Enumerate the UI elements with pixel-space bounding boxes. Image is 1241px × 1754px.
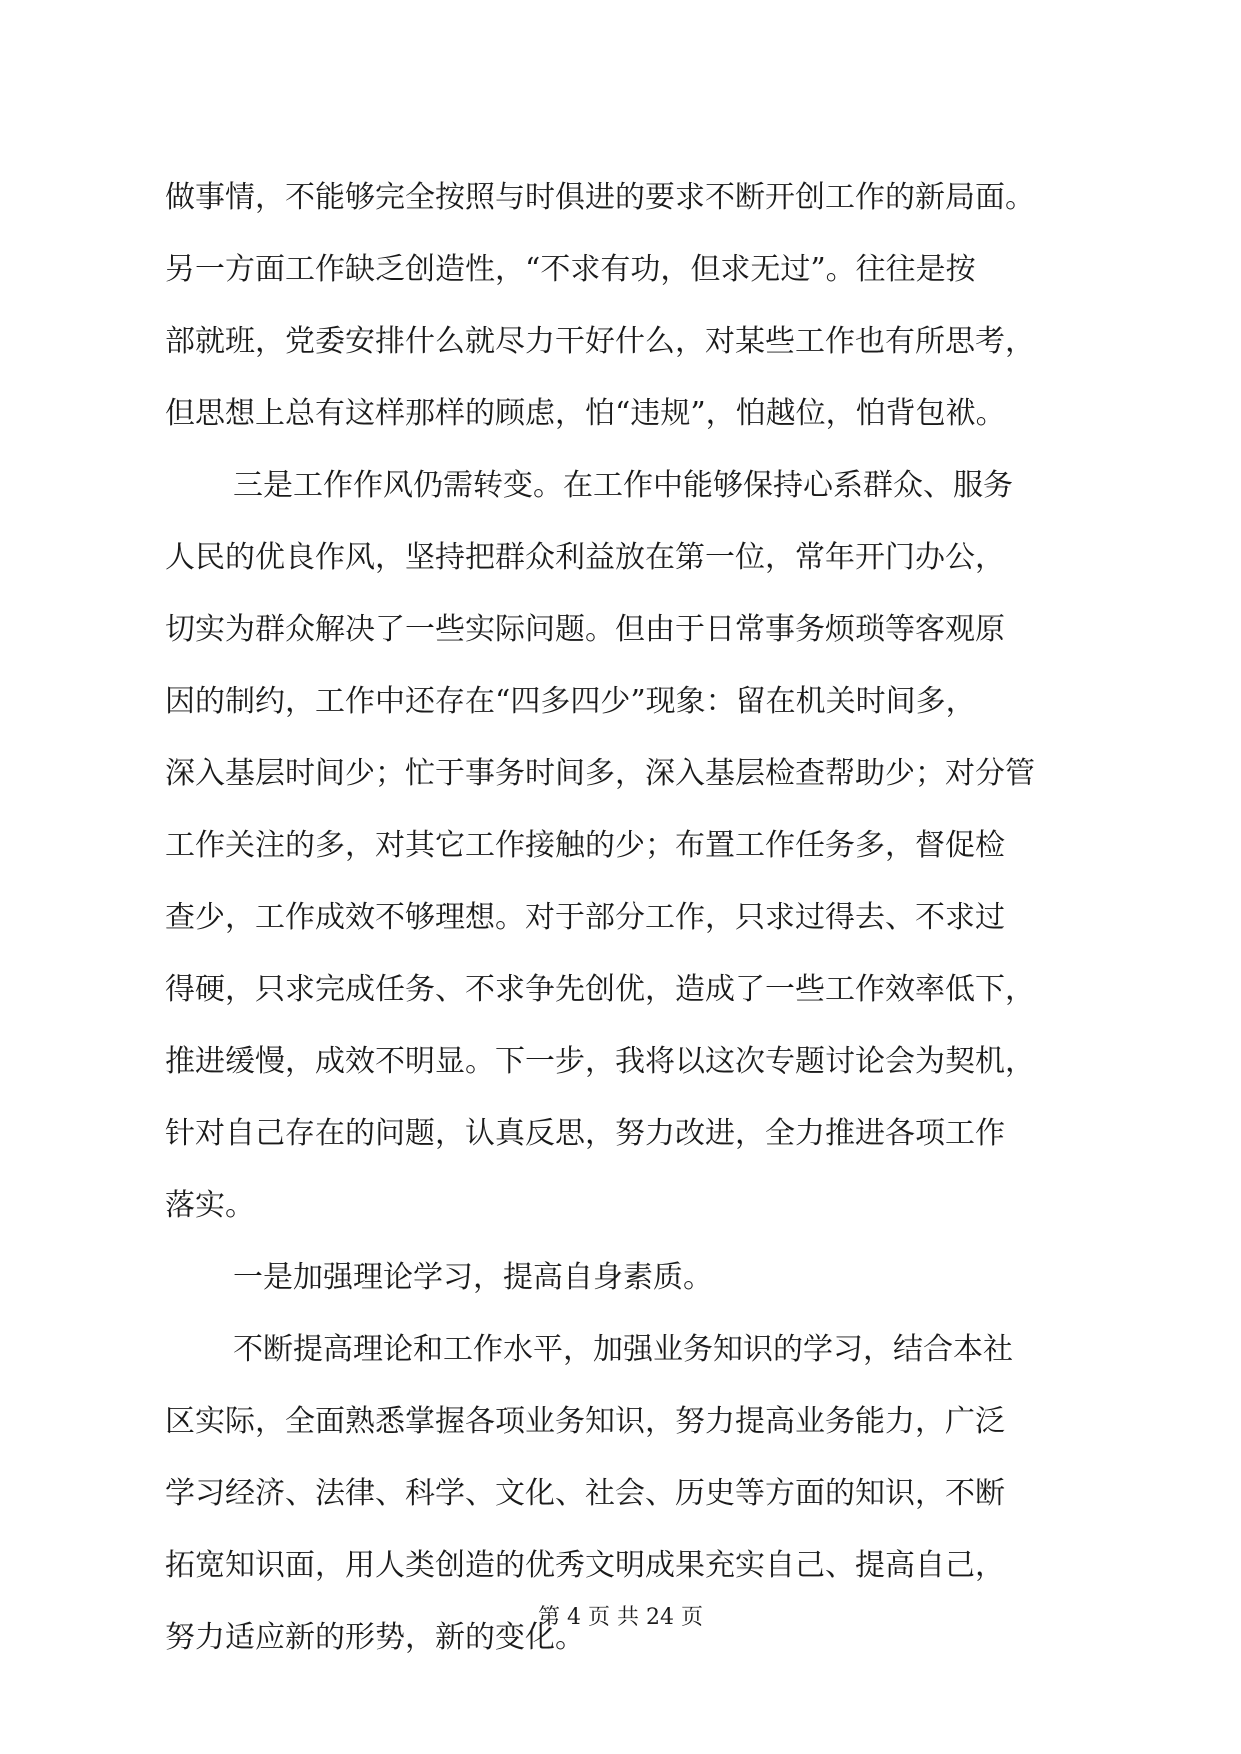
text-line: 拓宽知识面，用人类创造的优秀文明成果充实自己、提高自己，	[165, 1548, 1005, 1583]
text-line: 学习经济、法律、科学、文化、社会、历史等方面的知识，不断	[165, 1476, 1005, 1511]
paragraph-start-line: 三是工作作风仍需转变。在工作中能够保持心系群众、服务	[233, 468, 1013, 503]
text-line: 工作关注的多，对其它工作接触的少；布置工作任务多，督促检	[165, 828, 1005, 863]
page-number-footer: 第 4 页 共 24 页	[538, 1605, 703, 1630]
text-line: 落实。	[165, 1188, 255, 1223]
text-line: 部就班，党委安排什么就尽力干好什么，对某些工作也有所思考，	[165, 324, 1035, 359]
body-text	[165, 162, 1085, 1674]
text-line: 因的制约，工作中还存在“四多四少”现象：留在机关时间多，	[165, 684, 976, 719]
section-heading: 一是加强理论学习，提高自身素质。	[233, 1260, 713, 1295]
text-line: 区实际，全面熟悉掌握各项业务知识，努力提高业务能力，广泛	[165, 1404, 1005, 1439]
paragraph-start-line: 不断提高理论和工作水平，加强业务知识的学习，结合本社	[233, 1332, 1013, 1367]
text-line: 切实为群众解决了一些实际问题。但由于日常事务烦琐等客观原	[165, 612, 1005, 647]
text-line: 针对自己存在的问题，认真反思，努力改进，全力推进各项工作	[165, 1116, 1005, 1151]
text-line: 努力适应新的形势，新的变化。	[165, 1620, 585, 1655]
text-line: 推进缓慢，成效不明显。下一步，我将以这次专题讨论会为契机，	[165, 1044, 1035, 1079]
text-line: 做事情，不能够完全按照与时俱进的要求不断开创工作的新局面。	[165, 180, 1035, 215]
text-line: 得硬，只求完成任务、不求争先创优，造成了一些工作效率低下，	[165, 972, 1035, 1007]
text-line: 查少，工作成效不够理想。对于部分工作，只求过得去、不求过	[165, 900, 1005, 935]
text-line: 人民的优良作风，坚持把群众利益放在第一位，常年开门办公，	[165, 540, 1005, 575]
text-line: 但思想上总有这样那样的顾虑，怕“违规”，怕越位，怕背包袱。	[165, 396, 1006, 431]
text-line: 深入基层时间少；忙于事务时间多，深入基层检查帮助少；对分管	[165, 756, 1035, 791]
text-line: 另一方面工作缺乏创造性，“不求有功，但求无过”。往往是按	[165, 252, 976, 287]
